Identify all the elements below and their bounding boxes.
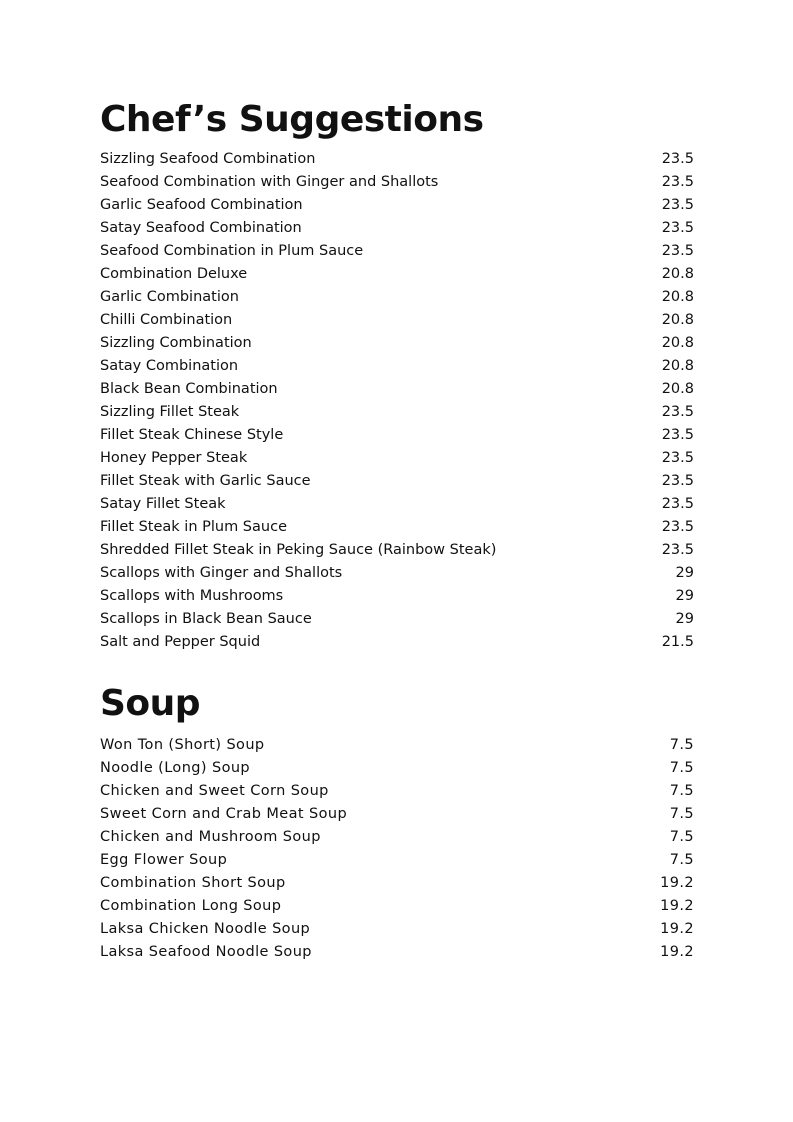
menu-item xyxy=(100,493,694,516)
menu-item-name: Chicken and Mushroom Soup xyxy=(100,829,321,845)
section-title: Soup xyxy=(100,683,201,724)
menu-item-price: 7.5 xyxy=(669,760,694,776)
menu-item-price: 20.8 xyxy=(661,381,694,397)
menu-item-name: Seafood Combination in Plum Sauce xyxy=(100,243,364,259)
menu-item-name: Fillet Steak in Plum Sauce xyxy=(100,519,287,535)
menu-item-name: Garlic Combination xyxy=(100,289,239,305)
menu-item xyxy=(100,585,694,608)
menu-item xyxy=(100,895,694,918)
menu-item-price: 23.5 xyxy=(661,542,694,558)
menu-item-price: 19.2 xyxy=(660,921,694,937)
menu-item-price: 23.5 xyxy=(661,473,694,489)
menu-item xyxy=(100,355,694,378)
menu-item-price: 7.5 xyxy=(669,806,694,822)
menu-item-price: 23.5 xyxy=(661,243,694,259)
menu-item-price: 23.5 xyxy=(661,151,694,167)
menu-item-name: Scallops with Ginger and Shallots xyxy=(100,565,343,581)
menu-item xyxy=(100,734,694,757)
menu-item-name: Black Bean Combination xyxy=(100,381,278,397)
menu-list xyxy=(100,148,694,654)
menu-item xyxy=(100,562,694,585)
menu-item-price: 20.8 xyxy=(661,335,694,351)
menu-item-name: Noodle (Long) Soup xyxy=(100,760,251,776)
menu-item-name: Satay Combination xyxy=(100,358,239,374)
menu-item xyxy=(100,217,694,240)
menu-item xyxy=(100,826,694,849)
menu-item xyxy=(100,516,694,539)
menu-item-name: Seafood Combination with Ginger and Shallots xyxy=(100,174,439,190)
menu-item-price: 23.5 xyxy=(661,496,694,512)
menu-item-name: Combination Short Soup xyxy=(100,875,286,891)
menu-item-name: Fillet Steak with Garlic Sauce xyxy=(100,473,311,489)
menu-item-name: Garlic Seafood Combination xyxy=(100,197,303,213)
menu-item-name: Combination Deluxe xyxy=(100,266,248,282)
menu-item-name: Sizzling Seafood Combination xyxy=(100,151,316,167)
menu-item-name: Scallops with Mushrooms xyxy=(100,588,284,604)
menu-item-name: Won Ton (Short) Soup xyxy=(100,737,265,753)
menu-item-price: 19.2 xyxy=(660,875,694,891)
menu-item xyxy=(100,309,694,332)
menu-item-price: 29 xyxy=(675,611,694,627)
menu-item-name: Honey Pepper Steak xyxy=(100,450,248,466)
menu-item xyxy=(100,631,694,654)
menu-item-name: Salt and Pepper Squid xyxy=(100,634,261,650)
menu-item xyxy=(100,447,694,470)
menu-item xyxy=(100,148,694,171)
menu-item-price: 23.5 xyxy=(661,197,694,213)
menu-item xyxy=(100,194,694,217)
menu-item xyxy=(100,286,694,309)
menu-item xyxy=(100,263,694,286)
menu-item xyxy=(100,240,694,263)
menu-item-price: 7.5 xyxy=(669,737,694,753)
menu-item xyxy=(100,539,694,562)
menu-item-price: 23.5 xyxy=(661,450,694,466)
menu-item-name: Sizzling Combination xyxy=(100,335,252,351)
menu-item xyxy=(100,780,694,803)
menu-item-name: Laksa Chicken Noodle Soup xyxy=(100,921,311,937)
menu-item-price: 20.8 xyxy=(661,358,694,374)
menu-item xyxy=(100,470,694,493)
menu-item-price: 7.5 xyxy=(669,829,694,845)
menu-item xyxy=(100,378,694,401)
menu-list xyxy=(100,734,694,964)
menu-item-name: Chilli Combination xyxy=(100,312,233,328)
section-title: Chef’s Suggestions xyxy=(100,99,484,140)
menu-item-price: 19.2 xyxy=(660,898,694,914)
menu-item-name: Combination Long Soup xyxy=(100,898,282,914)
menu-item-price: 23.5 xyxy=(661,220,694,236)
menu-item-name: Satay Seafood Combination xyxy=(100,220,302,236)
menu-item xyxy=(100,803,694,826)
menu-item xyxy=(100,757,694,780)
menu-item-name: Shredded Fillet Steak in Peking Sauce (Rainbow Steak) xyxy=(100,542,497,558)
menu-item xyxy=(100,918,694,941)
menu-item-price: 29 xyxy=(675,565,694,581)
menu-item-name: Laksa Seafood Noodle Soup xyxy=(100,944,312,960)
menu-item xyxy=(100,424,694,447)
menu-item-price: 23.5 xyxy=(661,174,694,190)
menu-item xyxy=(100,941,694,964)
menu-item-price: 7.5 xyxy=(669,852,694,868)
menu-item-price: 21.5 xyxy=(661,634,694,650)
menu-item-price: 23.5 xyxy=(661,404,694,420)
menu-item-name: Scallops in Black Bean Sauce xyxy=(100,611,312,627)
menu-item xyxy=(100,171,694,194)
menu-item-price: 20.8 xyxy=(661,312,694,328)
menu-item xyxy=(100,332,694,355)
menu-item-name: Satay Fillet Steak xyxy=(100,496,226,512)
menu-item-price: 19.2 xyxy=(660,944,694,960)
menu-item xyxy=(100,401,694,424)
menu-item-price: 23.5 xyxy=(661,427,694,443)
menu-item-name: Sweet Corn and Crab Meat Soup xyxy=(100,806,348,822)
menu-item-name: Egg Flower Soup xyxy=(100,852,228,868)
menu-item xyxy=(100,608,694,631)
menu-item xyxy=(100,872,694,895)
menu-item xyxy=(100,849,694,872)
menu-item-name: Chicken and Sweet Corn Soup xyxy=(100,783,329,799)
menu-item-name: Fillet Steak Chinese Style xyxy=(100,427,284,443)
menu-item-price: 20.8 xyxy=(661,266,694,282)
menu-item-price: 23.5 xyxy=(661,519,694,535)
menu-item-price: 29 xyxy=(675,588,694,604)
menu-item-name: Sizzling Fillet Steak xyxy=(100,404,240,420)
menu-item-price: 7.5 xyxy=(669,783,694,799)
menu-item-price: 20.8 xyxy=(661,289,694,305)
